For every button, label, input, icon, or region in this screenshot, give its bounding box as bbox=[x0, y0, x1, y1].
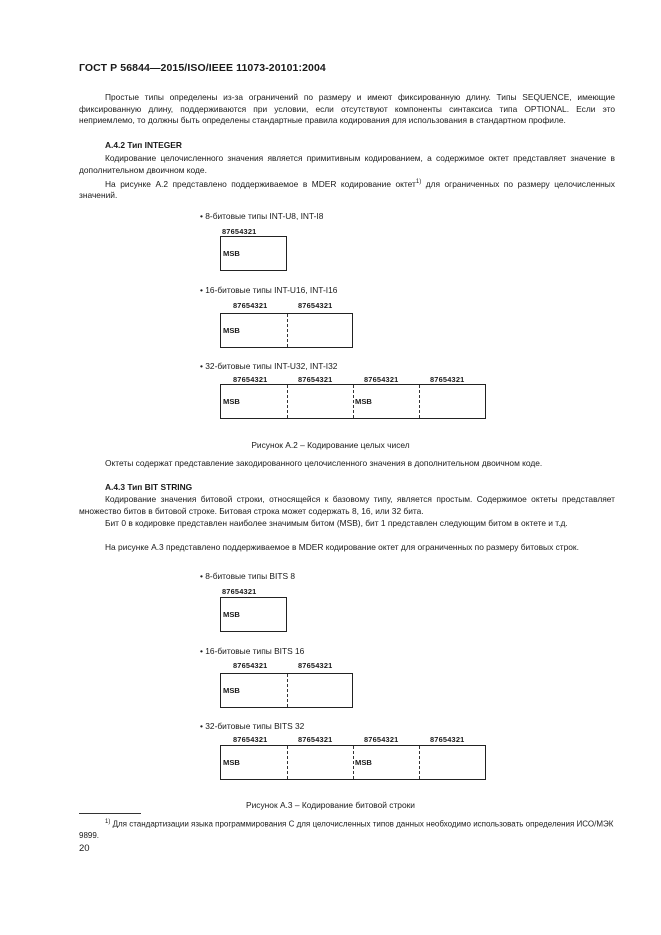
octet-divider bbox=[353, 746, 354, 779]
bit-order-label: 87654321 bbox=[233, 301, 268, 310]
page-number: 20 bbox=[79, 843, 90, 854]
paragraph-bit-order: Бит 0 в кодировке представлен наиболее значимым битом (MSB), бит 1 представлен следующим битом в октете и т.д. bbox=[105, 518, 568, 528]
bit-order-label: 87654321 bbox=[233, 661, 268, 670]
bit-order-label: 87654321 bbox=[364, 375, 399, 384]
octet-divider bbox=[419, 385, 420, 418]
paragraph-octets: Октеты содержат представление закодированного целочисленного значения в дополнительном двоичном коде. bbox=[105, 458, 543, 468]
section-heading-integer: А.4.2 Тип INTEGER bbox=[105, 140, 182, 150]
msb-label: MSB bbox=[223, 686, 240, 695]
bit-order-label: 87654321 bbox=[222, 227, 257, 236]
bit-order-label: 87654321 bbox=[430, 735, 465, 744]
octet-divider bbox=[353, 385, 354, 418]
msb-label: MSB bbox=[355, 758, 372, 767]
octet-box-16bit bbox=[220, 673, 353, 708]
octet-divider bbox=[287, 746, 288, 779]
octet-box-8bit bbox=[220, 597, 287, 632]
octet-divider bbox=[287, 385, 288, 418]
octet-box-32bit bbox=[220, 384, 486, 419]
msb-label: MSB bbox=[223, 758, 240, 767]
footnote-ref: 1) bbox=[415, 179, 422, 185]
paragraph-figure-a3-ref: На рисунке А.3 представлено поддерживаемое в MDER кодирование октет для ограниченных по размеру битовых строк. bbox=[105, 542, 579, 552]
figure-a3-label-32bit: • 32-битовые типы BITS 32 bbox=[200, 721, 305, 731]
figure-a2-caption: Рисунок А.2 – Кодирование целых чисел bbox=[251, 440, 410, 450]
msb-label: MSB bbox=[223, 397, 240, 406]
bit-order-label: 87654321 bbox=[298, 375, 333, 384]
octet-divider bbox=[287, 674, 288, 707]
octet-box-8bit bbox=[220, 236, 287, 271]
paragraph-simple-types: Простые типы определены из-за ограничений по размеру и имеют фиксированную длину. Типы SEQUENCE, имеющие фиксированную длину, поддерживаются при условии, если отсутствуют компоненты синтаксиса типа OPTIONAL. Если это неприемлемо, то должны быть определены стандартные правила кодирования для использования в стандартном профиле. bbox=[79, 92, 615, 125]
bit-order-label: 87654321 bbox=[233, 735, 268, 744]
msb-label: MSB bbox=[223, 326, 240, 335]
bit-order-label: 87654321 bbox=[233, 375, 268, 384]
figure-a2-label-8bit: • 8-битовые типы INT-U8, INT-I8 bbox=[200, 211, 324, 221]
paragraph-bitstring-encoding: Кодирование значения битовой строки, относящейся к базовому типу, является простым. Содержимое октеты представляет множество битов в битовой строке. Битовая строка может содержать 8, 16, или 32 бита. bbox=[79, 494, 615, 516]
msb-label: MSB bbox=[223, 610, 240, 619]
footnote-mark: 1) bbox=[105, 819, 111, 825]
figure-a3-label-8bit: • 8-битовые типы BITS 8 bbox=[200, 571, 296, 581]
figure-a2-label-32bit: • 32-битовые типы INT-U32, INT-I32 bbox=[200, 361, 338, 371]
paragraph-text: На рисунке А.2 представлено поддерживаемое в MDER кодирование октет bbox=[105, 178, 416, 189]
msb-label: MSB bbox=[355, 397, 372, 406]
bit-order-label: 87654321 bbox=[222, 587, 257, 596]
paragraph-text: для ограниченных по размеру целочисленных значений. bbox=[79, 178, 615, 201]
octet-divider bbox=[287, 314, 288, 347]
paragraph-figure-a2-ref bbox=[79, 177, 615, 202]
figure-a2-label-16bit: • 16-битовые типы INT-U16, INT-I16 bbox=[200, 285, 338, 295]
bit-order-label: 87654321 bbox=[298, 735, 333, 744]
octet-divider bbox=[419, 746, 420, 779]
bit-order-label: 87654321 bbox=[364, 735, 399, 744]
bit-order-label: 87654321 bbox=[430, 375, 465, 384]
bit-order-label: 87654321 bbox=[298, 661, 333, 670]
footnote-text: Для стандартизации языка программирования С для целочисленных типов данных необходимо использовать определения ИСО/МЭК 9899. bbox=[79, 819, 614, 840]
figure-a3-label-16bit: • 16-битовые типы BITS 16 bbox=[200, 646, 305, 656]
footnote-separator bbox=[79, 813, 141, 814]
figure-a3-caption: Рисунок А.3 – Кодирование битовой строки bbox=[246, 800, 415, 810]
octet-box-32bit bbox=[220, 745, 486, 780]
octet-box-16bit bbox=[220, 313, 353, 348]
document-header: ГОСТ Р 56844—2015/ISO/IEEE 11073-20101:2004 bbox=[79, 62, 326, 74]
bit-order-label: 87654321 bbox=[298, 301, 333, 310]
msb-label: MSB bbox=[223, 249, 240, 258]
paragraph-integer-encoding: Кодирование целочисленного значения является примитивным кодированием, а содержимое октет представляет значение в дополнительном двоичном коде. bbox=[79, 153, 615, 175]
section-heading-bitstring: А.4.3 Тип BIT STRING bbox=[105, 482, 193, 492]
footnote bbox=[79, 817, 615, 841]
